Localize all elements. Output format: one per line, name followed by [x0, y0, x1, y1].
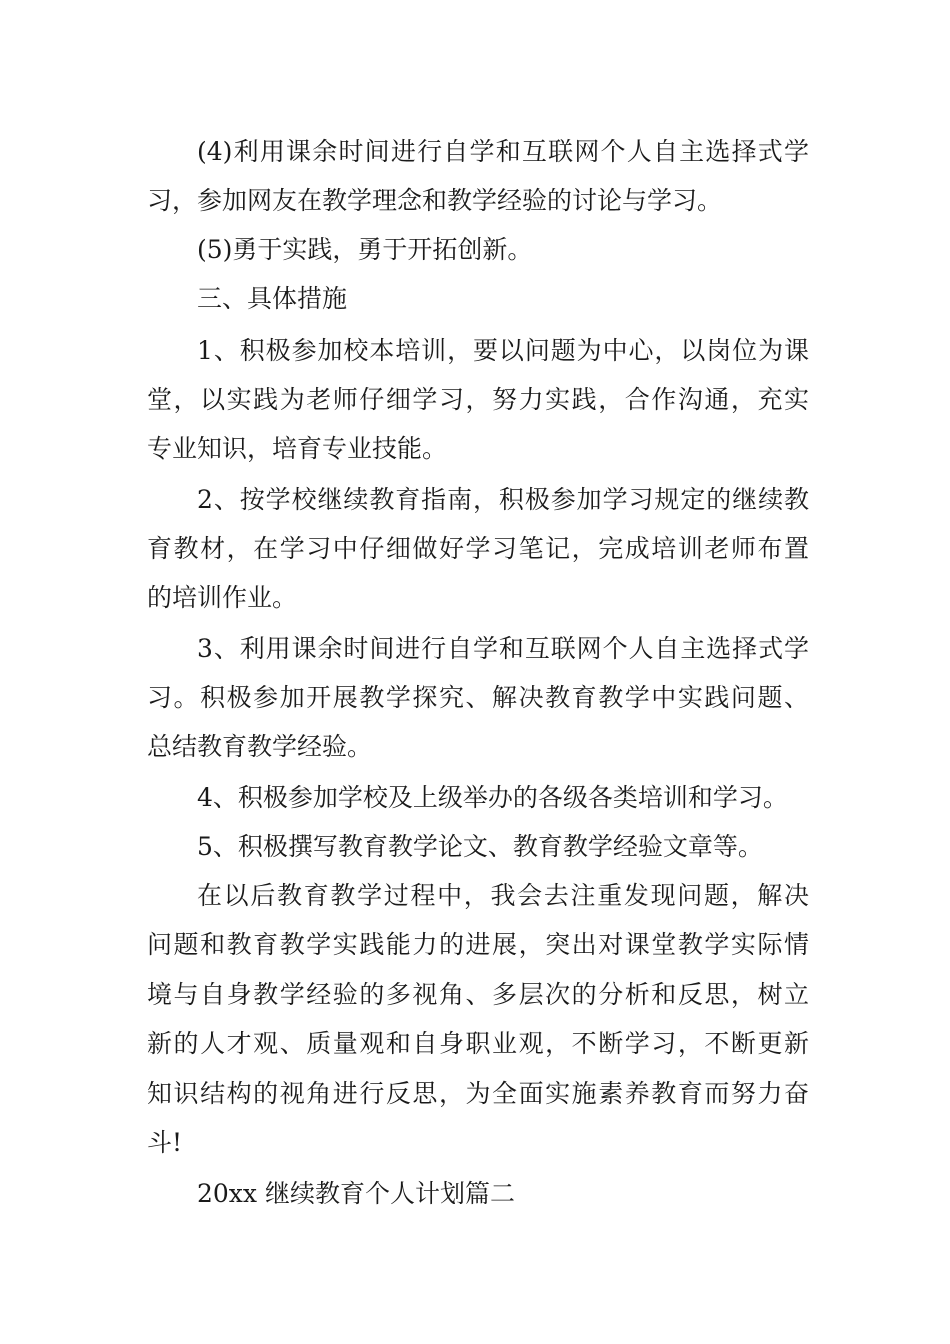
section-heading: 20xx 继续教育个人计划篇二 [197, 1179, 515, 1208]
paragraph-line: 知识结构的视角进行反思，为全面实施素养教育而努力奋 [147, 1079, 809, 1108]
paragraph-line: 习。积极参加开展教学探究、解决教育教学中实践问题、 [147, 683, 809, 712]
paragraph-line: (5)勇于实践，勇于开拓创新。 [197, 235, 533, 264]
paragraph-line: 新的人才观、质量观和自身职业观，不断学习，不断更新 [147, 1029, 809, 1058]
paragraph-line: 堂，以实践为老师仔细学习，努力实践，合作沟通，充实 [147, 385, 809, 414]
paragraph-line: 3、利用课余时间进行自学和互联网个人自主选择式学 [197, 634, 809, 663]
paragraph-line: 5、积极撰写教育教学论文、教育教学经验文章等。 [197, 832, 763, 861]
paragraph-line: 总结教育教学经验。 [147, 732, 373, 761]
paragraph-line: 在以后教育教学过程中，我会去注重发现问题，解决 [197, 881, 809, 910]
paragraph-line: (4)利用课余时间进行自学和互联网个人自主选择式学 [197, 137, 809, 166]
paragraph-line: 的培训作业。 [147, 583, 298, 612]
paragraph-line: 2、按学校继续教育指南，积极参加学习规定的继续教 [197, 485, 809, 514]
paragraph-line: 境与自身教学经验的多视角、多层次的分析和反思，树立 [147, 980, 809, 1009]
paragraph-line: 1、积极参加校本培训，要以问题为中心，以岗位为课 [197, 336, 809, 365]
paragraph-line: 4、积极参加学校及上级举办的各级各类培训和学习。 [197, 783, 788, 812]
paragraph-line: 育教材，在学习中仔细做好学习笔记，完成培训老师布置 [147, 534, 809, 563]
paragraph-line: 斗! [147, 1128, 183, 1157]
paragraph-line: 问题和教育教学实践能力的进展，突出对课堂教学实际情 [147, 930, 809, 959]
paragraph-line: 习，参加网友在教学理念和教学经验的讨论与学习。 [147, 186, 723, 215]
paragraph-line: 专业知识，培育专业技能。 [147, 434, 448, 463]
section-heading: 三、具体措施 [197, 284, 348, 313]
